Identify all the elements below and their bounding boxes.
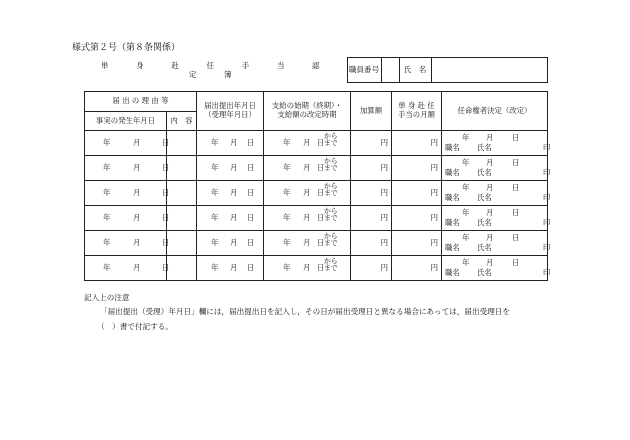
day-label: 日: [247, 263, 255, 272]
yen-label: 円: [380, 262, 388, 272]
month-label: 月: [230, 138, 238, 147]
month-label: 月: [303, 188, 311, 197]
appointer-decision-cell[interactable]: [442, 181, 551, 206]
monthly-amount-cell[interactable]: [392, 131, 442, 156]
year-label: 年: [211, 238, 219, 247]
post-label: 職名: [445, 218, 460, 227]
until-label: まで: [324, 189, 338, 198]
month-label: 月: [303, 163, 311, 172]
event-date-cell[interactable]: [85, 256, 170, 281]
content-cell[interactable]: [167, 181, 197, 206]
person-name-label: 氏名: [477, 268, 492, 277]
month-label: 月: [486, 258, 494, 267]
day-label: 日: [162, 163, 170, 172]
post-label: 職名: [445, 243, 460, 252]
name-field[interactable]: [431, 58, 547, 83]
person-name-label: 氏名: [477, 193, 492, 202]
seal-label: 印: [543, 218, 551, 227]
from-label: から: [324, 232, 338, 240]
addition-amount-cell[interactable]: [351, 206, 392, 231]
day-label: 日: [317, 238, 325, 247]
month-label: 月: [133, 138, 141, 147]
month-label: 月: [133, 213, 141, 222]
period-header: 支給の始期（終期）・ 支給額の改定時期: [264, 92, 351, 131]
appointer-decision-cell[interactable]: [442, 231, 551, 256]
addition-amount-cell[interactable]: [351, 231, 392, 256]
day-label: 日: [317, 138, 325, 147]
table-row: [85, 206, 548, 231]
year-label: 年: [283, 163, 291, 172]
table-row: [85, 131, 548, 156]
monthly-amount-cell[interactable]: [392, 206, 442, 231]
document-title: 単 身 赴 任 手 当 認 定 簿: [84, 58, 347, 83]
notes-line-2: （ ）書で付記する。: [97, 322, 173, 331]
day-label: 日: [512, 208, 520, 217]
from-label: から: [324, 132, 338, 140]
year-label: 年: [462, 233, 470, 242]
year-label: 年: [283, 188, 291, 197]
event-date-cell[interactable]: [85, 231, 170, 256]
submit-date-cell[interactable]: [197, 231, 264, 256]
period-cell[interactable]: [264, 231, 351, 256]
seal-label: 印: [543, 193, 551, 202]
month-label: 月: [133, 238, 141, 247]
event-date-cell[interactable]: [85, 131, 170, 156]
from-label: から: [324, 207, 338, 215]
appointer-decision-cell[interactable]: [442, 256, 551, 281]
day-label: 日: [512, 183, 520, 192]
month-label: 月: [486, 158, 494, 167]
submit-date-cell[interactable]: [197, 131, 264, 156]
submit-date-cell[interactable]: [197, 156, 264, 181]
event-date-cell[interactable]: [85, 156, 170, 181]
year-label: 年: [283, 138, 291, 147]
seal-label: 印: [543, 243, 551, 252]
appointer-decision-cell[interactable]: [442, 156, 551, 181]
year-label: 年: [462, 158, 470, 167]
addition-amount-cell[interactable]: [351, 131, 392, 156]
appointer-decision-cell[interactable]: [442, 206, 551, 231]
addition-header: 加算額: [351, 92, 392, 131]
content-header: 内 容: [167, 112, 197, 131]
day-label: 日: [162, 213, 170, 222]
table-row: [85, 231, 548, 256]
yen-label: 円: [430, 262, 438, 272]
day-label: 日: [317, 188, 325, 197]
submit-date-header: 届出提出年月日 （受理年月日）: [197, 92, 264, 131]
month-label: 月: [133, 263, 141, 272]
monthly-amount-cell[interactable]: [392, 231, 442, 256]
until-label: まで: [324, 214, 338, 223]
year-label: 年: [211, 188, 219, 197]
yen-label: 円: [380, 162, 388, 172]
day-label: 日: [247, 213, 255, 222]
from-until-bracket: [324, 183, 338, 198]
table-row: [85, 256, 548, 281]
month-label: 月: [230, 263, 238, 272]
header-table: [84, 57, 548, 83]
month-label: 月: [230, 188, 238, 197]
until-label: まで: [324, 164, 338, 173]
day-label: 日: [247, 138, 255, 147]
day-label: 日: [317, 263, 325, 272]
year-label: 年: [462, 183, 470, 192]
year-label: 年: [103, 188, 111, 197]
from-until-bracket: [324, 158, 338, 173]
yen-label: 円: [430, 137, 438, 147]
monthly-amount-cell[interactable]: [392, 156, 442, 181]
year-label: 年: [462, 208, 470, 217]
until-label: まで: [324, 139, 338, 148]
year-label: 年: [103, 263, 111, 272]
yen-label: 円: [430, 162, 438, 172]
table-row: [85, 156, 548, 181]
allowance-register-table: [84, 91, 551, 281]
post-label: 職名: [445, 168, 460, 177]
content-cell[interactable]: [167, 231, 197, 256]
yen-label: 円: [430, 187, 438, 197]
period-cell[interactable]: [264, 256, 351, 281]
yen-label: 円: [430, 237, 438, 247]
year-label: 年: [462, 133, 470, 142]
month-label: 月: [486, 233, 494, 242]
month-label: 月: [303, 263, 311, 272]
day-label: 日: [162, 138, 170, 147]
month-label: 月: [303, 213, 311, 222]
yen-label: 円: [380, 237, 388, 247]
post-label: 職名: [445, 193, 460, 202]
year-label: 年: [211, 138, 219, 147]
content-cell[interactable]: [167, 256, 197, 281]
yen-label: 円: [380, 137, 388, 147]
period-cell[interactable]: [264, 206, 351, 231]
year-label: 年: [211, 163, 219, 172]
year-label: 年: [103, 213, 111, 222]
day-label: 日: [317, 213, 325, 222]
person-name-label: 氏名: [477, 168, 492, 177]
day-label: 日: [247, 163, 255, 172]
submit-date-cell[interactable]: [197, 206, 264, 231]
month-label: 月: [133, 188, 141, 197]
seal-label: 印: [543, 143, 551, 152]
day-label: 日: [512, 158, 520, 167]
month-label: 月: [133, 163, 141, 172]
year-label: 年: [283, 238, 291, 247]
period-cell[interactable]: [264, 181, 351, 206]
content-cell[interactable]: [167, 156, 197, 181]
from-label: から: [324, 182, 338, 190]
yen-label: 円: [380, 187, 388, 197]
year-label: 年: [103, 138, 111, 147]
year-label: 年: [211, 263, 219, 272]
notes-line-1: 「届出提出（受理）年月日」欄には，届出提出日を記入し，その日が届出受理日と異なる場合にあっては，届出受理日を: [100, 307, 510, 316]
day-label: 日: [162, 263, 170, 272]
day-label: 日: [162, 238, 170, 247]
person-name-label: 氏名: [477, 143, 492, 152]
year-label: 年: [211, 213, 219, 222]
year-label: 年: [103, 238, 111, 247]
staff-number-label: 職員番号: [347, 58, 381, 83]
seal-label: 印: [543, 268, 551, 277]
month-label: 月: [486, 208, 494, 217]
year-label: 年: [103, 163, 111, 172]
addition-amount-cell[interactable]: [351, 156, 392, 181]
submit-date-cell[interactable]: [197, 181, 264, 206]
post-label: 職名: [445, 268, 460, 277]
month-label: 月: [303, 138, 311, 147]
day-label: 日: [162, 188, 170, 197]
from-until-bracket: [324, 258, 338, 273]
event-date-cell[interactable]: [85, 181, 170, 206]
month-label: 月: [303, 238, 311, 247]
year-label: 年: [283, 263, 291, 272]
month-label: 月: [230, 213, 238, 222]
from-until-bracket: [324, 208, 338, 223]
day-label: 日: [512, 133, 520, 142]
day-label: 日: [247, 188, 255, 197]
form-number: 様式第２号（第８条関係）: [72, 43, 181, 53]
month-label: 月: [230, 238, 238, 247]
content-cell[interactable]: [167, 206, 197, 231]
month-label: 月: [230, 163, 238, 172]
reason-header: 届 出 の 理 由 等: [85, 92, 197, 112]
addition-amount-cell[interactable]: [351, 181, 392, 206]
person-name-label: 氏名: [477, 218, 492, 227]
seal-label: 印: [543, 168, 551, 177]
monthly-amount-cell[interactable]: [392, 181, 442, 206]
name-label: 氏 名: [399, 58, 431, 83]
from-until-bracket: [324, 233, 338, 248]
until-label: まで: [324, 239, 338, 248]
submit-date-cell[interactable]: [197, 256, 264, 281]
month-label: 月: [486, 183, 494, 192]
period-cell[interactable]: [264, 156, 351, 181]
table-row: [85, 181, 548, 206]
day-label: 日: [512, 233, 520, 242]
content-cell[interactable]: [167, 131, 197, 156]
staff-number-field[interactable]: [381, 58, 399, 83]
year-label: 年: [283, 213, 291, 222]
addition-amount-cell[interactable]: [351, 256, 392, 281]
year-label: 年: [462, 258, 470, 267]
person-name-label: 氏名: [477, 243, 492, 252]
from-label: から: [324, 157, 338, 165]
appointer-header: 任命権者決定（改定）: [442, 92, 548, 131]
from-until-bracket: [324, 133, 338, 148]
monthly-amount-cell[interactable]: [392, 256, 442, 281]
yen-label: 円: [380, 212, 388, 222]
from-label: から: [324, 257, 338, 265]
day-label: 日: [247, 238, 255, 247]
day-label: 日: [317, 163, 325, 172]
appointer-decision-cell[interactable]: [442, 131, 551, 156]
yen-label: 円: [430, 212, 438, 222]
post-label: 職名: [445, 143, 460, 152]
event-date-cell[interactable]: [85, 206, 170, 231]
event-date-header: 事実の発生年月日: [85, 112, 167, 131]
notes-title: 記入上の注意: [84, 293, 130, 302]
until-label: まで: [324, 264, 338, 273]
monthly-amount-header: 単 身 赴 任 手当の月額: [392, 92, 442, 131]
period-cell[interactable]: [264, 131, 351, 156]
month-label: 月: [486, 133, 494, 142]
day-label: 日: [512, 258, 520, 267]
